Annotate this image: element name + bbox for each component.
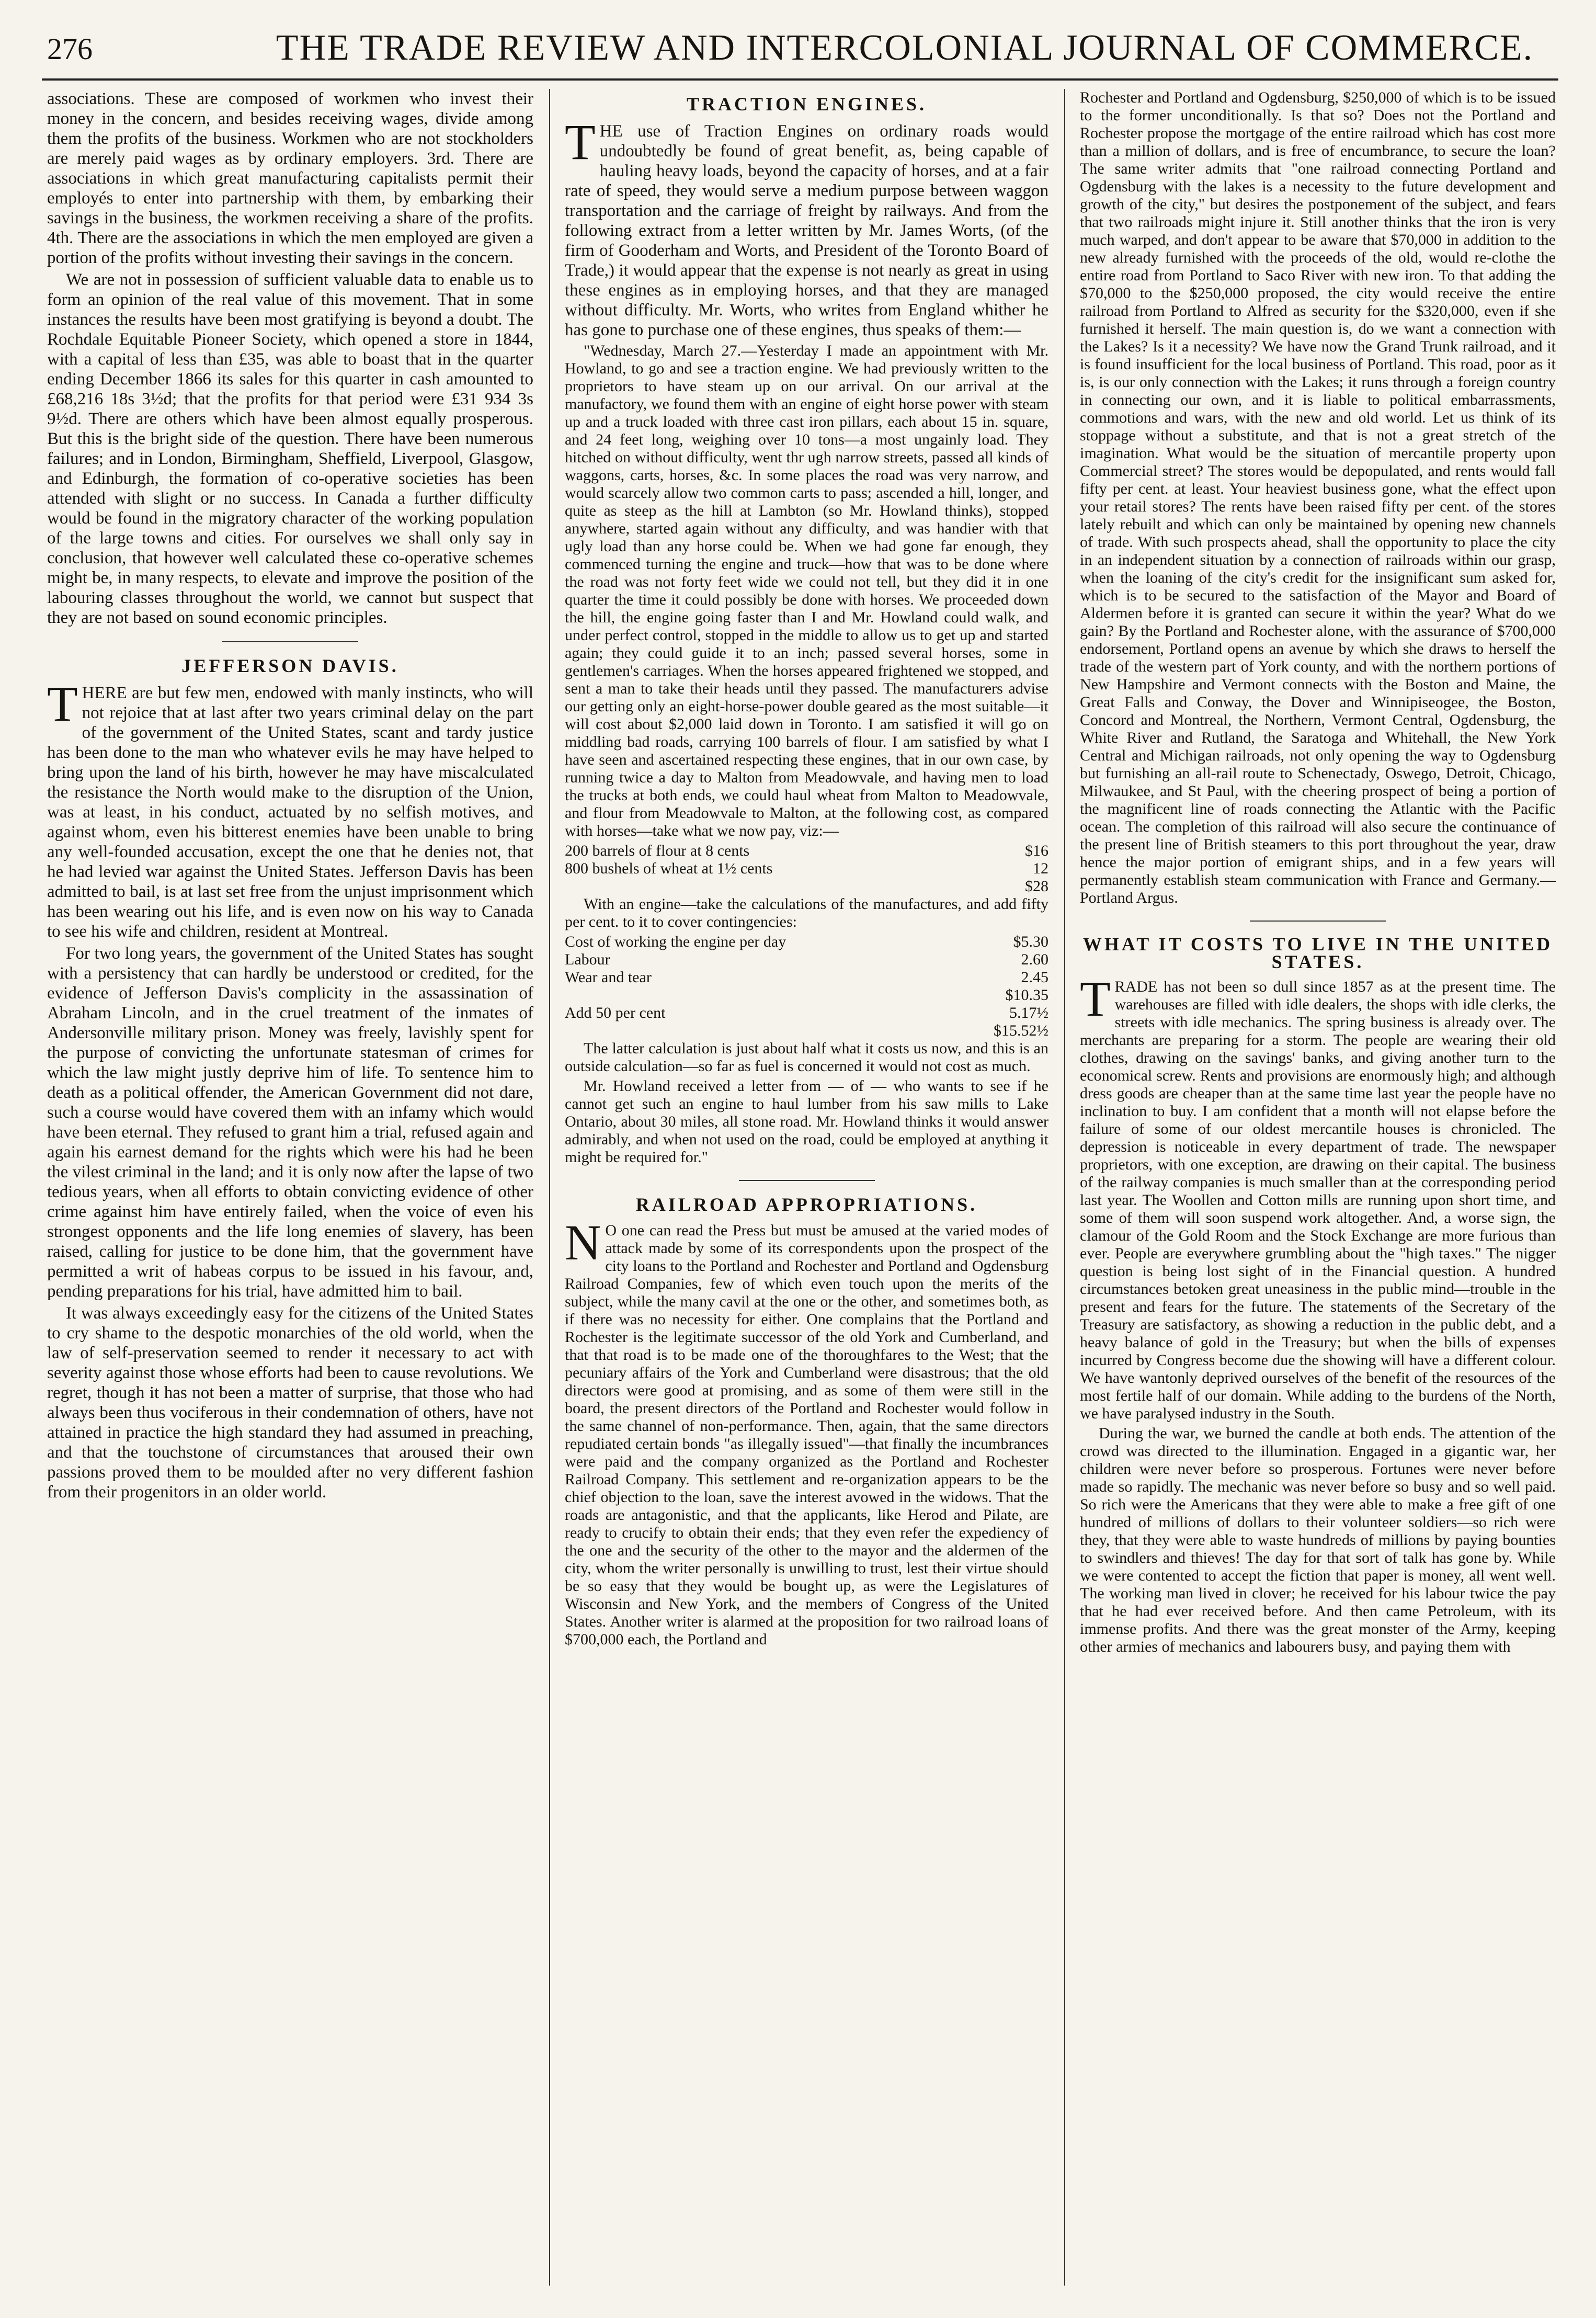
traction-paragraph-4: The latter calculation is just about half what it costs us now, and this is an outside calculation—so far as fuel is concerned it would not cost as much. <box>565 1040 1048 1075</box>
column-divider-1 <box>549 89 550 2286</box>
cost-total: $28 <box>1025 878 1048 895</box>
living-paragraph-2: During the war, we burned the candle at both ends. The attention of the crowd was directed to the illumination. Engaged in a gigantic war, her children were never before so prosperous. Fortunes were never before made so rapidly. The mechanic was never before so busy and so well paid. So rich were the Americans that they were able to make a free gift of one hundred of millions of dollars to their volunteer soldiers—so rich were they, that they were able to waste hundreds of millions by paying bounties to swindlers and thieves! The day for that sort of talk has gone by. While we were contented to accept the fiction that paper is money, all went well. The working man lived in clover; he received for his labour twice the pay that he had ever received before. And then came Petroleum, with its immense profits. And there was the great monster of the Army, keeping other armies of mechanics and labourers busy, and paying them with <box>1080 1425 1556 1655</box>
traction-paragraph-3: With an engine—take the calculations of the manufactures, and add fifty per cent. to it to cover contingencies: <box>565 895 1048 930</box>
heading-jefferson-davis: JEFFERSON DAVIS. <box>181 655 399 676</box>
cooperative-paragraph-1: associations. These are composed of workmen who invest their money in the concern, and besides receiving wages, divide among them the profits of the business. Workmen who are not stockholders are merely paid wages as by ordinary employers. 3rd. There are associations in which great manufacturing capitalists permit their employés to enter into partnership with them, by embarking their savings in the business, the workmen receiving a share of the profits. 4th. There are the associations in which the men employed are given a portion of the profits without investing their savings in the concern. <box>47 89 533 267</box>
page-header <box>42 21 1558 69</box>
living-paragraph-1: TRADE has not been so dull since 1857 as at the present time. The warehouses are filled with idle dealers, the shops with idle clerks, the streets with idle mechanics. The spring business is already over. The merchants are preparing for a storm. The people are wearing their old clothes, drawing on the savings' banks, and giving another turn to the economical screw. Rents and provisions are enormously high; and although dress goods are cheaper than at the same time last year the people have no inclination to buy. I am confident that a month will not elapse before the failure of some of our oldest mercantile houses is chronicled. The depression is noticeable in every department of trade. The newspaper proprietors, with one exception, are drawing on their capital. The business of the railway companies is much smaller than at the corresponding period last year. The Woollen and Cotton mills are running upon short time, and some of them will soon suspend work altogether. And, a worse sign, the clamour of the Gold Room and the Stock Exchange are more furious than ever. People are everywhere grumbling about the "high taxes." The nigger question is being lost sight of in the Financial question. A hundred circumstances betoken great uneasiness in the public mind—trouble in the present and fears for the future. The statements of the Secretary of the Treasury are satisfactory, as showing a reduction in the public debt, and a heavy balance of gold in the Treasury; but when the bills of expenses incurred by Congress become due the showing will have a different colour. We have wantonly deprived ourselves of the benefit of the resources of the most fertile half of our domain. While adding to the burdens of the North, we have paralysed industry in the South. <box>1080 971 1556 1422</box>
cost-row: 200 barrels of flour at 8 cents $16 <box>565 842 1048 859</box>
heading-traction-engines: TRACTION ENGINES. <box>686 94 927 115</box>
cost-row: Cost of working the engine per day $5.30 <box>565 933 1048 950</box>
railroad-continued: Rochester and Portland and Ogdensburg, $250,000 of which is to be issued to the former unconditionally. Is that so? Does not the Portland and Rochester propose the mortgage of the entire railroad which has cost more than a million of dollars, and is free of encumbrance, to secure the loan? The same writer admits that "one railroad connecting Portland and Ogdensburg with the lakes is a necessity to the future development and growth of the city," but desires the postponement of the subject, and fears that two railroads might injure it. Still another thinks that the iron is very much warped, and don't appear to be aware that $70,000 in addition to the new already furnished with the proceeds of the old, would re-clothe the entire road from Portland to Saco River with new iron. To that adding the $70,000 to the $250,000 proposed, the city would receive the entire railroad from Portland to Alfred as security for the $320,000, even if she furnished it herself. The main question is, do we want a connection with the Lakes? Is it a necessity? We have now the Grand Trunk railroad, and it is found insufficient for the local business of Portland. This road, poor as it is, is our only connection with the Lakes; it runs through a foreign country in connecting our own, and it is liable to political embarrassments, commotions and wars, with the new and old world. Let us think of its stoppage without a substitute, and that is not a great stretch of the imagination. What would be the situation of mercantile property upon Commercial street? The stores would be depopulated, and rents would fall fifty per cent. at least. Your heaviest business gone, what the effect upon your retail stores? The rents have been raised fifty per cent. of the stores lately rebuilt and which can only be maintained by opening new channels of trade. With such prospects ahead, shall the opportunity to place the city in an independent situation by a connection of railroads within our grasp, when the loaning of the city's credit for the insignificant sum asked for, which is to be secured to the satisfaction of the Mayor and Board of Aldermen before it is granted can secure it within the year? What do we gain? By the Portland and Rochester alone, with the assurance of $700,000 endorsement, Portland opens an avenue by which she draws to herself the trade of the western part of York county, and with the northern portions of New Hampshire and Vermont connects with the Boston and Maine, the Great Falls and Conway, the Dover and Winnipiseogee, the Boston, Concord and Montreal, the Northern, Vermont Central, Ogdensburg, the White River and Rutland, the Saratoga and Whitehall, the New York Central and Michigan railroads, not only opening the way to Ogdensburg but furnishing an all-rail route to Schenectady, Oswego, Detroit, Chicago, Milwaukee, and St Paul, with the cheering prospect of being a portion of the magnificent line of roads connecting the Atlantic with the Pacific ocean. The completion of this railroad will also secure the continuance of the present line of British steamers to this port throughout the year, draw hence the major portion of emigrant ships, and in a few years will permanently establish steam communication with France and Germany.—Portland Argus. <box>1080 89 1556 906</box>
cost-total: $15.52½ <box>994 1022 1048 1039</box>
railroad-paragraph-1: NO one can read the Press but must be amused at the varied modes of attack made by some of its correspondents upon the prospect of the city loans to the Portland and Rochester and Portland and Ogdensburg Railroad Companies, few of which even touch upon the merits of the subject, while the many cavil at the one or the other, and sometimes both, as if there was no necessity for either. One complains that the Portland and Rochester is the legitimate successor of the old York and Cumberland, and that that road is to be made one of the thoroughfares to the West; that the pecuniary affairs of the York and Cumberland were disastrous; that the old directors were good at promising, and as some of them were still in the board, the present directors of the Portland and Rochester would follow in the same channel of non-performance. Then, again, that the same directors repudiated certain bonds "as illegally issued"—that finally the incumbrances were paid and the company organized as the Portland and Rochester Railroad Company. This settlement and re-organization appears to be the chief objection to the loan, save the interest avowed in the widows. That the roads are antagonistic, and that the applicants, like Herod and Pilate, are ready to crucify to obtain their ends; that they even refer the expediency of the one and the security of the other to the mayor and the aldermen of the city, whom the writer personally is unwilling to trust, lest their virtue should be so easy that they would be bought up, as were the Legislatures of Wisconsin and New York, and the members of Congress of the United States. Another writer is alarmed at the proposition for two railroad loans of $700,000 each, the Portland and <box>565 1214 1048 1648</box>
cost-subtotal: $10.35 <box>1005 986 1048 1004</box>
davis-paragraph-2: For two long years, the government of the United States has sought with a persistency that can hardly be understood or credited, for the evidence of Jefferson Davis's complicity in the assassination of Abraham Lincoln, and in the cruel treatment of the inmates of Andersonville military prison. Money was freely, lavishly spent for the purpose of convicting the unfortunate statesman of crimes for which the law might justly deprive him of life. To sentence him to death as a political offender, the American Government did not dare, such a course would have covered them with an infamy which would have been eternal. They refused to grant him a trial, refused again and again his earnest demand for the rights which were his had he been the vilest criminal in the land; and it is only now after the lapse of two tedious years, when all efforts to obtain convicting evidence of other crime against him have entirely failed, when the voice of even his strongest opponents and the life long enemies of slavery, has been raised, calling for justice to be done him, that the government have permitted a writ of habeas corpus to be issued in his favour, and, pending preparations for his trial, have admitted him to bail. <box>47 944 533 1301</box>
cooperative-paragraph-2: We are not in possession of sufficient valuable data to enable us to form an opinion of the real value of this movement. That in some instances the results have been most gratifying is beyond a doubt. The Rochdale Equitable Pioneer Society, which opened a store in 1844, with a capital of less than £35, was able to boast that in the quarter ending December 1866 its sales for this quarter in cash amounted to £68,216 18s 3½d; that the profits for that period were £31 934 3s 9½d. There are others which have been almost equally prosperous. But this is the bright side of the question. There have been numerous failures; and in London, Birmingham, Sheffield, Liverpool, Glasgow, and Edinburgh, the formation of co-operative societies has been attended with slight or no success. In Canada a further difficulty would be found in the migratory character of the working population of the large towns and cities. For ourselves we shall only say in conclusion, that however well calculated these co-operative schemes might be, in many respects, to elevate and improve the position of the labouring classes throughout the world, we cannot but suspect that they are not based on sound economic principles. <box>47 270 533 627</box>
section-divider <box>222 641 358 642</box>
heading-cost-of-living: WHAT IT COSTS TO LIVE IN THE UNITED STATES. <box>1082 934 1553 972</box>
cost-row: 800 bushels of wheat at 1½ cents 12 <box>565 860 1048 877</box>
column-2 <box>565 89 1048 2286</box>
column-3 <box>1080 89 1556 2286</box>
section-divider <box>1250 921 1386 922</box>
traction-paragraph-5: Mr. Howland received a letter from — of — who wants to see if he cannot get such an engine to haul lumber from his saw mills to Lake Ontario, about 30 miles, all stone road. Mr. Howland thinks it would answer admirably, and when not used on the road, could be employed at anything it might be required for." <box>565 1077 1048 1166</box>
cost-row: Add 50 per cent 5.17½ <box>565 1004 1048 1021</box>
column-divider-2 <box>1064 89 1065 2286</box>
davis-paragraph-3: It was always exceedingly easy for the citizens of the United States to cry shame to the despotic monarchies of the old world, when the law of self-preservation seemed to render it necessary to act with severity against those whose efforts had been to cause revolutions. We regret, though it has not been a matter of surprise, that those who had always been thus vociferous in their condemnation of others, have not attained in practice the high standard they had assumed in preaching, and that the touchstone of circumstances that aroused their own passions proved them to be moulded after no very different fashion from their progenitors in an older world. <box>47 1304 533 1502</box>
column-1 <box>47 89 533 2286</box>
cost-row: Labour 2.60 <box>565 951 1048 968</box>
traction-paragraph-1: THE use of Traction Engines on ordinary roads would undoubtedly be found of great benefit, as, being capable of hauling heavy loads, beyond the capacity of horses, and at a fair rate of speed, they would serve a medium purpose between waggon transportation and the carriage of freight by railways. And from the following extract from a letter written by Mr. James Worts, (of the firm of Gooderham and Worts, and President of the Toronto Board of Trade,) it would appear that the expense is not nearly as great in using these engines as in employing horses, and that they are managed without difficulty. Mr. Worts, who writes from England whither he has gone to purchase one of these engines, thus speaks of them:— <box>565 114 1048 339</box>
journal-title: THE TRADE REVIEW AND INTERCOLONIAL JOURNAL OF COMMERCE. <box>276 28 1534 68</box>
heading-railroad-appropriations: RAILROAD APPROPRIATIONS. <box>635 1194 978 1215</box>
page-number: 276 <box>47 32 93 66</box>
header-rule <box>42 78 1558 81</box>
davis-paragraph-1: THERE are but few men, endowed with manly instincts, who will not rejoice that at last after two years criminal delay on the part of the government of the United States, scant and tardy justice has been done to the man who whatever evils he may have helped to bring upon the land of his birth, however he may have miscalculated the resistance the North would make to the disruption of the Union, was at least, in his conduct, actuated by no selfish motives, and against whom, even his bitterest enemies have been unable to bring any well-founded accusation, except the one that he denies not, that he had levied war against the United States. Jefferson Davis has been admitted to bail, is at last set free from the unjust imprisonment which has been wearing out his life, and is even now on his way to Canada to see his wife and children, resident at Montreal. <box>47 676 533 941</box>
section-divider <box>739 1180 875 1181</box>
cost-row: Wear and tear 2.45 <box>565 969 1048 986</box>
traction-letter: "Wednesday, March 27.—Yesterday I made an appointment with Mr. Howland, to go and see a traction engine. We had previously written to the proprietors to have steam up on our arrival. On our arrival at the manufactory, we found them with an engine of eight horse power with steam up and a truck loaded with three cast iron pillars, each about 15 in. square, and 24 feet long, weighing over 10 tons—a most ungainly load. They hitched on without difficulty, went thr ugh narrow streets, passed all kinds of waggons, carts, horses, &c. In some places the road was very narrow, and would scarcely allow two common carts to pass; ascended a hill, longer, and quite as steep as the hill at Lambton (so Mr. Howland thinks), stopped anywhere, started again without any difficulty, and was handier with that ugly load than any horse could be. When we had gone far enough, they commenced turning the engine and truck—how that was to be done where the road was not forty feet wide we could not tell, but they did it in one quarter the time it could possibly be done with horses. We proceeded down the hill, the engine going faster than I and Mr. Howland could walk, and under perfect control, stopped in the middle to allow us to get up and started again; they could guide it to an inch; passed several horses, some in gentlemen's carriages. When the horses appeared frightened we stopped, and sent a man to take their heads until they passed. The manufacturers advise our getting only an eight-horse-power double geared as the most suitable—it will cost about $2,000 laid down in Toronto. I am satisfied it will go on middling bad roads, carrying 100 barrels of flour. I am satisfied by what I have seen and ascertained respecting these engines, that in our own case, by running twice a day to Malton from Meadowvale, and having men to load the trucks at both ends, we could haul wheat from Malton to Meadowvale, and flour from Meadowvale to Malton, at the following cost, as compared with horses—take what we now pay, viz:— <box>565 342 1048 839</box>
